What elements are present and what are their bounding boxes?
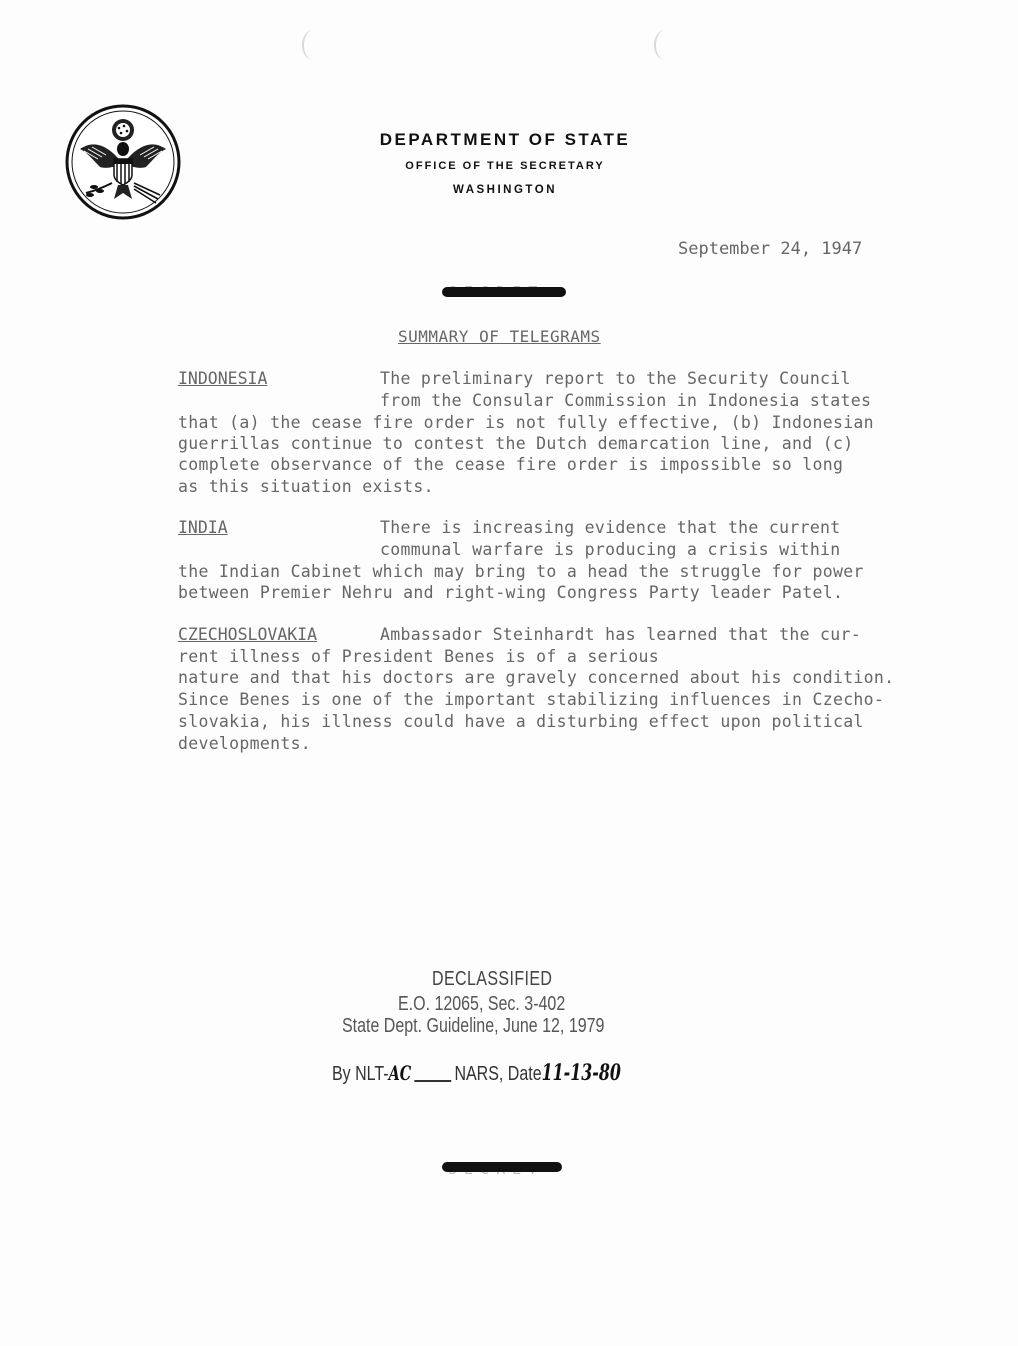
punch-hole-mark — [302, 30, 324, 60]
section-heading-india: INDIA — [178, 518, 228, 537]
document-title: SUMMARY OF TELEGRAMS — [398, 327, 601, 346]
letterhead-city: WASHINGTON — [452, 184, 557, 196]
section-line: guerrillas continue to contest the Dutch demarcation line, and (c) — [178, 434, 854, 453]
section-line: complete observance of the cease fire order is impossible so long — [178, 455, 844, 474]
section-line: between Premier Nehru and right-wing Congress Party leader Patel. — [178, 583, 844, 602]
section-heading-indonesia: INDONESIA — [178, 369, 268, 388]
section-line: that (a) the cease fire order is not fully effective, (b) Indonesian — [178, 413, 874, 432]
section-heading-czechoslovakia: CZECHOSLOVAKIA — [178, 625, 318, 644]
redaction-bar-top — [442, 287, 566, 297]
section-line: from the Consular Commission in Indonesia states — [380, 391, 872, 410]
section-line: Since Benes is one of the important stabilizing influences in Czecho- — [178, 690, 885, 709]
section-line: communal warfare is producing a crisis within — [380, 540, 841, 559]
stamp-initials-signature: AC — [388, 1061, 412, 1085]
document-date: September 24, 1947 — [678, 239, 863, 259]
declassified-stamp-heading: DECLASSIFIED — [432, 968, 553, 990]
declassified-stamp-eo: E.O. 12065, Sec. 3-402 — [398, 993, 566, 1015]
punch-hole-mark — [654, 30, 676, 60]
stamp-signature-line — [414, 1080, 451, 1082]
stamp-handwritten-date: 11-13-80 — [541, 1060, 621, 1086]
declassified-stamp-guideline: State Dept. Guideline, June 12, 1979 — [342, 1015, 605, 1037]
section-line: There is increasing evidence that the current — [380, 518, 841, 537]
great-seal-eagle-icon — [64, 103, 182, 221]
section-line: Ambassador Steinhardt has learned that the cur- — [380, 625, 861, 644]
section-line: The preliminary report to the Security Council — [380, 369, 851, 388]
redaction-bar-bottom — [442, 1162, 562, 1172]
section-line: as this situation exists. — [178, 477, 434, 496]
letterhead-department: DEPARTMENT OF STATE — [379, 130, 631, 149]
stamp-nars-label: NARS, Date — [454, 1063, 542, 1085]
declassified-stamp-authority — [332, 1060, 621, 1086]
section-line: the Indian Cabinet which may bring to a head the struggle for power — [178, 562, 864, 581]
section-line: slovakia, his illness could have a disturbing effect upon political — [178, 712, 864, 731]
section-line: developments. — [178, 734, 312, 753]
letterhead-office: OFFICE OF THE SECRETARY — [405, 160, 605, 172]
stamp-by-prefix: By NLT- — [332, 1063, 389, 1085]
section-line: nature and that his doctors are gravely concerned about his condition. — [178, 668, 895, 687]
section-line: rent illness of President Benes is of a serious — [178, 647, 659, 666]
